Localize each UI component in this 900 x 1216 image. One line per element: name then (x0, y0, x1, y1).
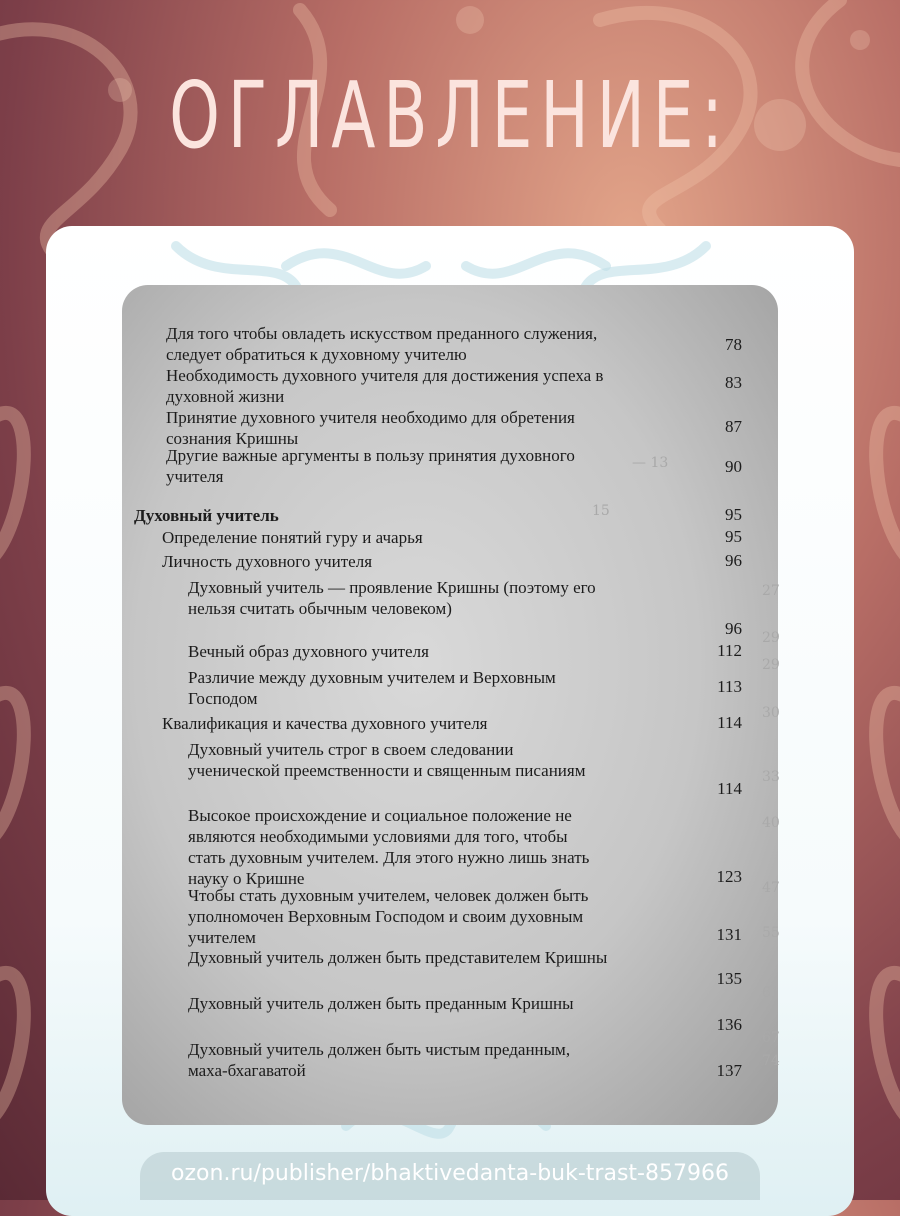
toc-entry (166, 365, 606, 407)
toc-page-number: 135 (716, 969, 742, 988)
toc-entry-title: Определение понятий гуру и ачарья (162, 528, 423, 547)
toc-entry (166, 407, 606, 449)
toc-page-number: 87 (725, 417, 742, 436)
toc-entry (162, 551, 602, 572)
toc-entry (162, 527, 602, 548)
toc-entry (188, 577, 608, 619)
toc-page-number: 95 (725, 505, 742, 524)
toc-entry-title: Другие важные аргументы в пользу принятия духовного учителя (166, 446, 575, 486)
toc-entry-title: Высокое происхождение и социальное положение не являются необходимыми условиями для того, чтобы стать духовным учителем. Для этого нужно лишь знать науку о Кришне (188, 806, 590, 888)
publisher-link-bar[interactable] (140, 1152, 760, 1200)
toc-entry-title: Различие между духовным учителем и Верховным Господом (188, 668, 556, 708)
toc-entry-title: Духовный учитель должен быть чистым преданным, маха-бхагаватой (188, 1040, 571, 1080)
toc-entry (188, 993, 608, 1014)
toc-page-number: 113 (717, 677, 742, 696)
toc-entry-title: Принятие духовного учителя необходимо для обретения сознания Кришны (166, 408, 575, 448)
toc-entry-title: Для того чтобы овладеть искусством преданного служения, следует обратиться к духовному учителю (166, 324, 598, 364)
toc-page-number: 131 (716, 925, 742, 944)
toc-page-number: 112 (717, 641, 742, 660)
toc-page-number: 95 (725, 527, 742, 546)
toc-page-number: 96 (725, 551, 742, 570)
book-page-photo: — 13 15 27 29 29 30 33 40 47 55 61 67 74 Для того чтобы овладеть искусством преданного служения, следует обратиться к духовному учителю 78 Необходимость духовного учителя для достижения успеха в духовной жизни 83 Принятие духовного учителя необходимо для обретения сознания Кришны 87 Другие важные аргументы в пользу принятия духовного учителя 90 Духовный учитель 95 Определение понятий гуру и ачарья 95 Личность духовного учителя 96 Духовный учитель — проявление Кришны (поэтому его нельзя считать обычным человеком) 96 Вечный образ духовного учителя 112 Различие между духовным учителем и Верховным Господом 113 Квалификация и качества духовного учителя 114 Духовный учитель строг в своем следовании ученической преемственности и священным писаниям 114 Высокое происхождение и социальное положение не являются необходимыми условиями для того, чтобы стать духовным учителем. Для этого нужно лишь знать науку о Кришне 123 Чтобы стать духовным учителем, человек должен быть уполномочен Верховным Господом и своим духовным учителем 131 Духовный учитель должен быть представителем Кришны 135 Духовный учитель должен быть преданным Кришны 136 Духовный учитель должен быть чистым преданным, маха-бхагаватой 137 (122, 285, 778, 1125)
toc-entry (162, 713, 602, 734)
toc-entry-title: Духовный учитель — проявление Кришны (поэтому его нельзя считать обычным человеком) (188, 578, 596, 618)
toc-page-number: 137 (716, 1061, 742, 1080)
toc-entry-title: Духовный учитель должен быть представителем Кришны (188, 948, 608, 967)
toc-entry-title: Личность духовного учителя (162, 552, 373, 571)
toc-entry-title: Необходимость духовного учителя для достижения успеха в духовной жизни (166, 366, 604, 406)
toc-page-number: 96 (725, 619, 742, 638)
toc-entry (188, 885, 608, 948)
toc-entry-title: Квалификация и качества духовного учителя (162, 714, 488, 733)
toc-entry (188, 641, 608, 662)
toc-entry-title: Духовный учитель должен быть преданным Кришны (188, 994, 574, 1013)
toc-entry (188, 667, 608, 709)
toc-entry-title: Чтобы стать духовным учителем, человек должен быть уполномочен Верховным Господом и своим духовным учителем (188, 886, 589, 947)
toc-page-number: 90 (725, 457, 742, 476)
toc-page-number: 114 (717, 779, 742, 798)
table-of-contents (122, 285, 778, 1125)
toc-page-number: 78 (725, 335, 742, 354)
toc-entry (166, 445, 606, 487)
toc-entry (166, 323, 606, 365)
toc-entry (188, 739, 608, 781)
toc-entry-title: Вечный образ духовного учителя (188, 642, 429, 661)
publisher-url[interactable]: ozon.ru/publisher/bhaktivedanta-buk-trast-857966 (171, 1161, 729, 1186)
toc-entry-title: Духовный учитель (134, 506, 279, 525)
toc-entry (188, 805, 608, 889)
toc-entry (134, 505, 554, 526)
toc-page-number: 83 (725, 373, 742, 392)
page-title: ОГЛАВЛЕНИЕ: (169, 62, 731, 169)
toc-page-number: 123 (716, 867, 742, 886)
toc-entry (188, 947, 608, 968)
toc-page-number: 136 (716, 1015, 742, 1034)
toc-entry-title: Духовный учитель строг в своем следовании ученической преемственности и священным писаниям (188, 740, 586, 780)
toc-page-number: 114 (717, 713, 742, 732)
toc-entry (188, 1039, 608, 1081)
